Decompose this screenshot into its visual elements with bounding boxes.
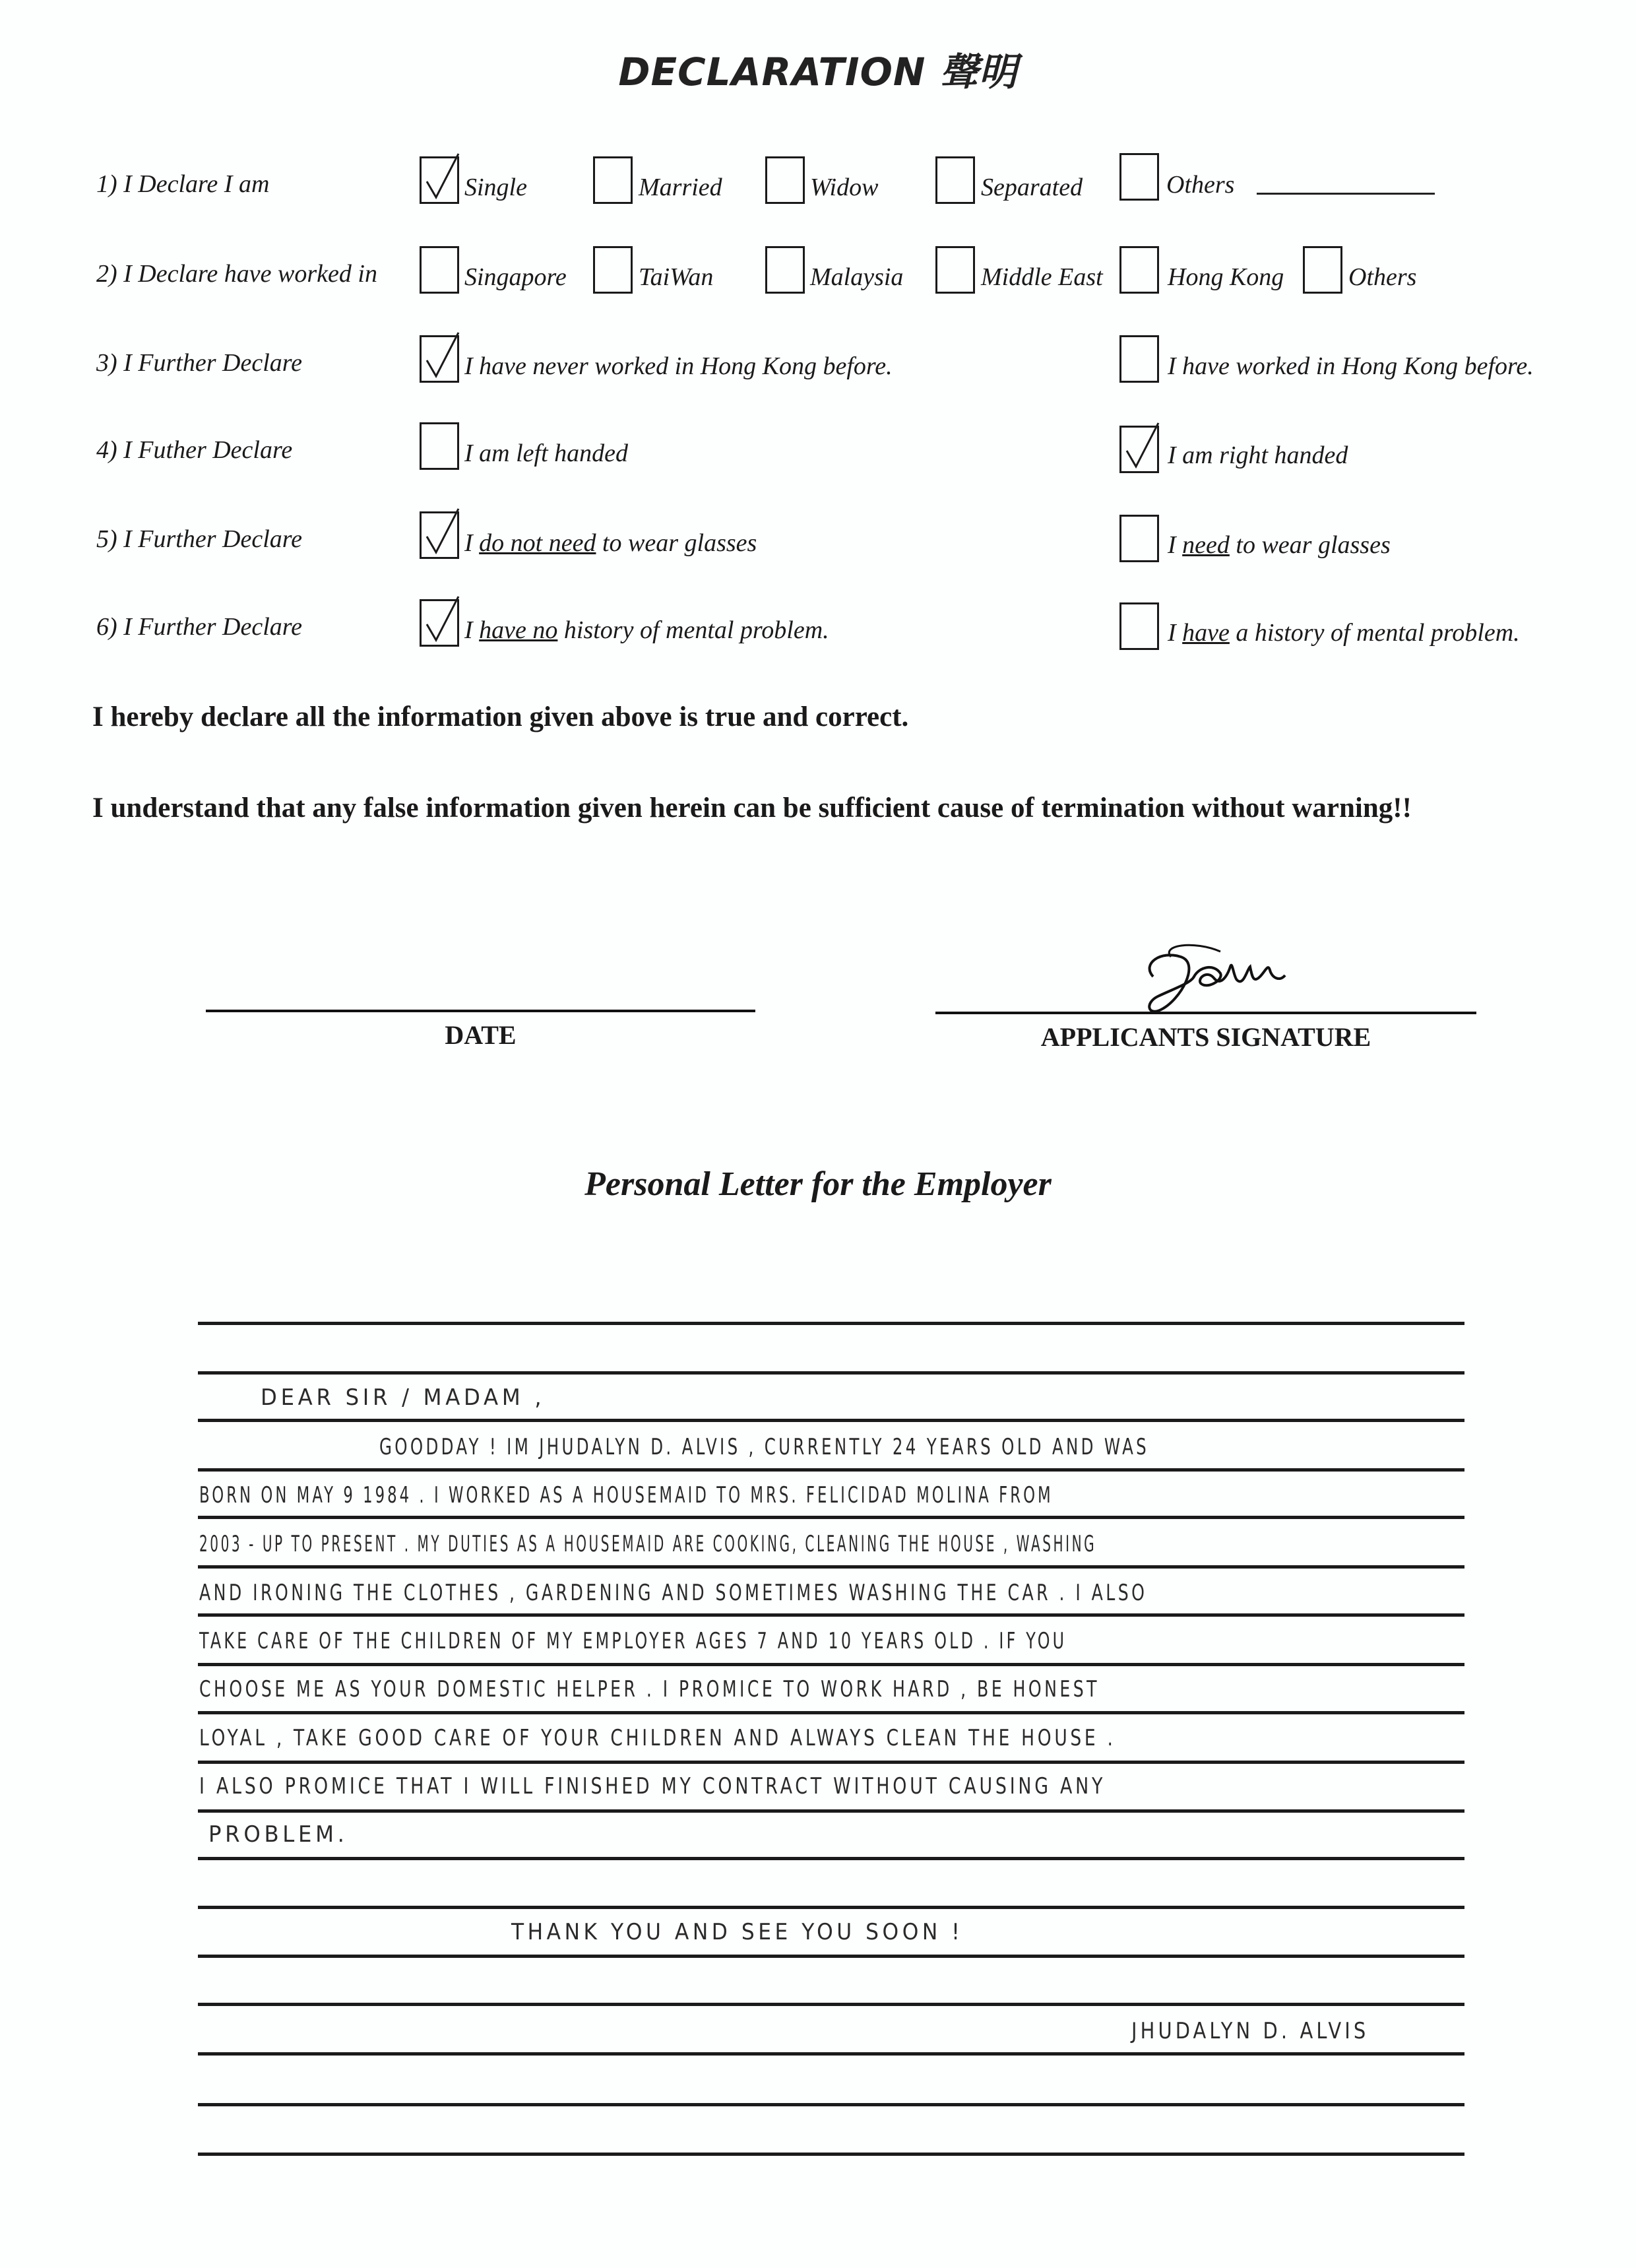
letter-rule (198, 1906, 1464, 1909)
letter-rule (198, 1857, 1464, 1860)
date-line (206, 1010, 755, 1012)
option-no-mental-emphasis: have no (479, 616, 558, 644)
letter-rule (198, 2103, 1464, 2106)
checkbox-worked-hk[interactable] (1119, 335, 1159, 383)
option-no-glasses (464, 529, 757, 558)
letter-line-5: AND IRONING THE CLOTHES , GARDENING AND SOMETIMES WASHING THE CAR . I ALSO (199, 1580, 1148, 1606)
letter-line-4: 2003 - UP TO PRESENT . MY DUTIES AS A HOUSEMAID ARE COOKING, CLEANING THE HOUSE , WASHING (199, 1531, 1097, 1557)
checkbox-left-handed[interactable] (420, 422, 459, 470)
declaration-label-4: 4) I Futher Declare (96, 436, 293, 464)
checkbox-taiwan[interactable] (593, 246, 633, 294)
letter-rule (198, 1761, 1464, 1764)
declaration-label-6: 6) I Further Declare (96, 613, 302, 641)
option-middle-east: Middle East (981, 263, 1103, 291)
option-mental-emphasis: have (1182, 619, 1230, 647)
letter-line-1: DEAR SIR / MADAM , (261, 1384, 546, 1411)
letter-line-7: CHOOSE ME AS YOUR DOMESTIC HELPER . I PROMICE TO WORK HARD , BE HONEST (199, 1676, 1100, 1702)
checkbox-married[interactable] (593, 156, 633, 204)
checkmark-icon (421, 594, 462, 647)
option-others-status: Others (1166, 171, 1235, 199)
option-no-mental-post: history of mental problem. (557, 616, 829, 644)
letter-rule (198, 1663, 1464, 1666)
letter-rule (198, 2003, 1464, 2006)
letter-rule (198, 1419, 1464, 1422)
checkbox-hong-kong[interactable] (1119, 246, 1159, 294)
letter-line-9: I ALSO PROMICE THAT I WILL FINISHED MY CONTRACT WITHOUT CAUSING ANY (199, 1773, 1106, 1799)
option-glasses (1168, 531, 1391, 560)
letter-rule (198, 1613, 1464, 1617)
checkbox-others-status[interactable] (1119, 153, 1159, 201)
letter-signoff-name: JHUDALYN D. ALVIS (1131, 2018, 1369, 2044)
date-label: DATE (445, 1020, 517, 1050)
checkmark-icon (1121, 420, 1162, 473)
checkmark-icon (421, 151, 462, 204)
option-malaysia: Malaysia (810, 263, 904, 291)
letter-line-10: PROBLEM. (208, 1821, 348, 1848)
option-mental-history (1168, 618, 1520, 647)
checkbox-separated[interactable] (935, 156, 975, 204)
option-worked-hk: I have worked in Hong Kong before. (1168, 352, 1534, 380)
checkbox-malaysia[interactable] (765, 246, 805, 294)
option-glasses-emphasis: need (1182, 531, 1230, 559)
declaration-label-1: 1) I Declare I am (96, 170, 270, 198)
others-status-blank (1257, 193, 1435, 195)
letter-line-8: LOYAL , TAKE GOOD CARE OF YOUR CHILDREN AND ALWAYS CLEAN THE HOUSE . (199, 1725, 1116, 1751)
option-no-glasses-emphasis: do not need (479, 529, 596, 557)
option-hong-kong: Hong Kong (1168, 263, 1284, 291)
checkbox-middle-east[interactable] (935, 246, 975, 294)
option-mental-pre: I (1168, 619, 1183, 647)
option-separated: Separated (981, 174, 1083, 201)
declaration-label-3: 3) I Further Declare (96, 349, 302, 377)
applicant-signature (1121, 937, 1293, 1029)
option-glasses-post: to wear glasses (1229, 531, 1391, 559)
statement-false-info: I understand that any false information given herein can be sufficient cause of termination without warning!! (92, 793, 1412, 824)
letter-title: Personal Letter for the Employer (584, 1165, 1052, 1203)
statement-true-correct: I hereby declare all the information given above is true and correct. (92, 701, 909, 732)
letter-rule (198, 1468, 1464, 1472)
option-married: Married (639, 174, 722, 201)
option-never-worked-hk: I have never worked in Hong Kong before. (464, 352, 893, 380)
applicant-signature-label: APPLICANTS SIGNATURE (1040, 1022, 1371, 1052)
checkbox-glasses[interactable] (1119, 515, 1159, 562)
option-taiwan: TaiWan (639, 263, 714, 291)
option-widow: Widow (810, 174, 879, 201)
option-no-glasses-post: to wear glasses (596, 529, 757, 557)
checkbox-widow[interactable] (765, 156, 805, 204)
letter-line-6: TAKE CARE OF THE CHILDREN OF MY EMPLOYER AGES 7 AND 10 YEARS OLD . IF YOU (199, 1628, 1067, 1654)
declaration-label-2: 2) I Declare have worked in (96, 260, 377, 288)
declaration-label-5: 5) I Further Declare (96, 525, 302, 553)
option-left-handed: I am left handed (464, 439, 629, 467)
checkbox-mental-history[interactable] (1119, 602, 1159, 650)
letter-line-3: BORN ON MAY 9 1984 . I WORKED AS A HOUSEMAID TO MRS. FELICIDAD MOLINA FROM (199, 1482, 1054, 1508)
page-title: DECLARATION 聲明 (618, 49, 1018, 94)
letter-rule (198, 1371, 1464, 1375)
option-mental-post: a history of mental problem. (1229, 619, 1520, 647)
letter-rule (198, 1711, 1464, 1714)
letter-rule (198, 1516, 1464, 1519)
letter-rule (198, 1322, 1464, 1325)
checkbox-singapore[interactable] (420, 246, 459, 294)
letter-rule (198, 2052, 1464, 2056)
letter-rule (198, 1955, 1464, 1958)
option-no-glasses-pre: I (464, 529, 480, 557)
letter-rule (198, 2153, 1464, 2156)
letter-line-2: GOODDAY ! IM JHUDALYN D. ALVIS , CURRENTLY 24 YEARS OLD AND WAS (379, 1434, 1150, 1460)
letter-rule (198, 1809, 1464, 1813)
option-others-country: Others (1348, 263, 1417, 291)
option-no-mental-history (464, 616, 829, 645)
option-right-handed: I am right handed (1168, 441, 1348, 469)
option-singapore: Singapore (464, 263, 567, 291)
checkmark-icon (421, 506, 462, 559)
option-single: Single (464, 174, 527, 201)
option-glasses-pre: I (1168, 531, 1183, 559)
option-no-mental-pre: I (464, 616, 480, 644)
checkbox-others-country[interactable] (1303, 246, 1342, 294)
letter-rule (198, 1565, 1464, 1569)
checkmark-icon (421, 330, 462, 383)
letter-closing: THANK YOU AND SEE YOU SOON ! (511, 1919, 964, 1945)
